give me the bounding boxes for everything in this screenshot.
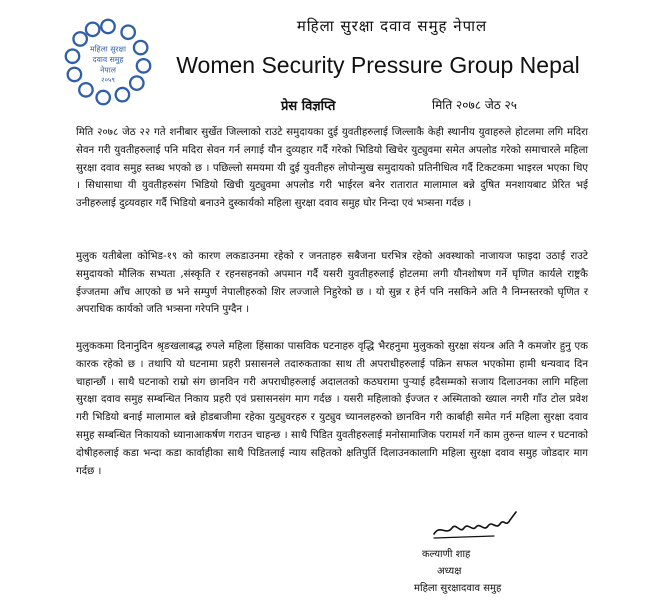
signatory-organization: महिला सुरक्षादवाव समुह — [414, 583, 502, 594]
body-paragraph: मिति २०७८ जेठ २२ गते शनीबार सुर्खेत जिल्लाको राउटे समुदायका दुई युवतीहरुलाई जिल्लाकै केही स्थानीय युवाहरुले होटलमा लगि मदिरा सेवन गरी युवतीहरुलाई पनि मदिरा सेवन गर्न लगाई यौन दुव्यहार गर्दै गरेको भिडियो खिचेर युट्युवमा समेत अपलोड गरेको समाचारले महिला सुरक्षा दवाव समुह स्तब्ध भएको छ । पछिल्लो समयमा यी दुई युवतीहरु लोपोन्मुख समुदायको प्रतिनीधित्व गर्दै टिकटकमा भाइरल भएका थिए । सिधासाधा यी युवतीहरुसंग भिडियो खिची युट्युवमा अपलोड गरी भाईरल बनेर रातारात मालामाल बन्ने दुषित मनशायबाट प्रेरित भई उनीहरुलाई दुव्र्यवहार गर्दै भिडियो बनाउने दुस्कार्यको महिला सुरक्षा दवाव समुह घोर निन्दा एवं भत्र्सना गर्दछ । — [76, 127, 588, 210]
logo-text-line: नेपाल — [100, 65, 116, 75]
logo-text-line: दवाव समुह — [92, 55, 124, 64]
signatory-title: अध्यक्ष — [437, 566, 462, 577]
press-release-date: मिति २०७८ जेठ २५ — [432, 98, 517, 112]
press-release-title: प्रेस विज्ञप्ति — [281, 99, 336, 114]
organization-logo — [60, 14, 156, 110]
org-name-nepali: महिला सुरक्षा दवाव समुह नेपाल — [296, 17, 488, 35]
signatory-name: कल्याणी शाह — [422, 549, 471, 560]
org-name-english: Women Security Pressure Group Nepal — [176, 52, 580, 78]
logo-text-line: महिला सुरक्षा — [89, 44, 127, 54]
body-paragraph: मुलुककमा दिनानुदिन श्रृङखलाबद्ध रुपले महिला हिंसाका पासविक घटनाहरु वृद्धि भैरहनुमा मुलुकको सुरक्षा संयन्त्र अति नै कमजोर हुनु एक कारक रहेको छ । तथापि यो घटनामा प्रहरी प्रसासनले तदारुकताका साथ ती अपराधीहरुलाई पक्रिन सफल भएकोमा हामी धन्यवाद दिन चाहान्छौं । साथै घटनाको राम्रो संग छानविन गरी अपराधीहरुलाई अदालतको कठघरामा पुऱ्याई हदैसम्मको सजाय दिलाउनका लागि महिला सुरक्षा दवाव समुह सम्बन्धित निकाय प्रहरी एवं प्रसासनसंग माग गर्दछ । यसरी महिलाको ईज्जत र अस्मिताको ख्याल नगरी गाँउ टोल प्रवेश गरी भिडियो बनाई मालामाल बन्ने होडबाजीमा रहेका युट्युवरहरु र युट्युव च्यानलहरुको छानविन गरी कार्बाही समेत गर्न महिला सुरक्षा दवाव समुह सम्बन्धित निकायको ध्यानाआकर्षण गराउन चाहन्छ । साथै पिडित युवतीहरुलाई मनोसामाजिक परामर्श गर्ने काम तुरुन्त थाल्न र घटनाको दोषीहरुलाई कडा भन्दा कडा कार्वाहीका साथै पिडितलाई न्याय सहितको क्षतिपुर्ति दिलाउनकालागि महिला सुरक्षा दवाव समुह जोडदार माग गर्दछ । — [76, 341, 588, 477]
body-paragraph: मुलुक यतीबेला कोभिड-१९ को कारण लकडाउनमा रहेको र जनताहरु सबैजना घरभित्र रहेको अवस्थाको नाजायज फाइदा उठाई राउटे समुदायको मौलिक सभ्यता ,संस्कृति र रहनसहनको अपमान गर्दै यसरी युवतीहरुलाई होटलमा लगी यौनशोषण गर्ने घृणित कार्यले राष्ट्रकै ईज्जतमा आँच आएको छ भने सम्पुर्ण नेपालीहरुको शिर लज्जाले निहुरेको छ । यो सुन्न र हेर्न पनि नसकिने अति नै निम्नस्तरको घृणित र अपराधिक कार्यको जति भत्र्सना गरेपनि पुग्दैन । — [76, 251, 588, 316]
logo-text-line: २०५९ — [101, 76, 115, 85]
handwritten-signature — [430, 508, 522, 544]
